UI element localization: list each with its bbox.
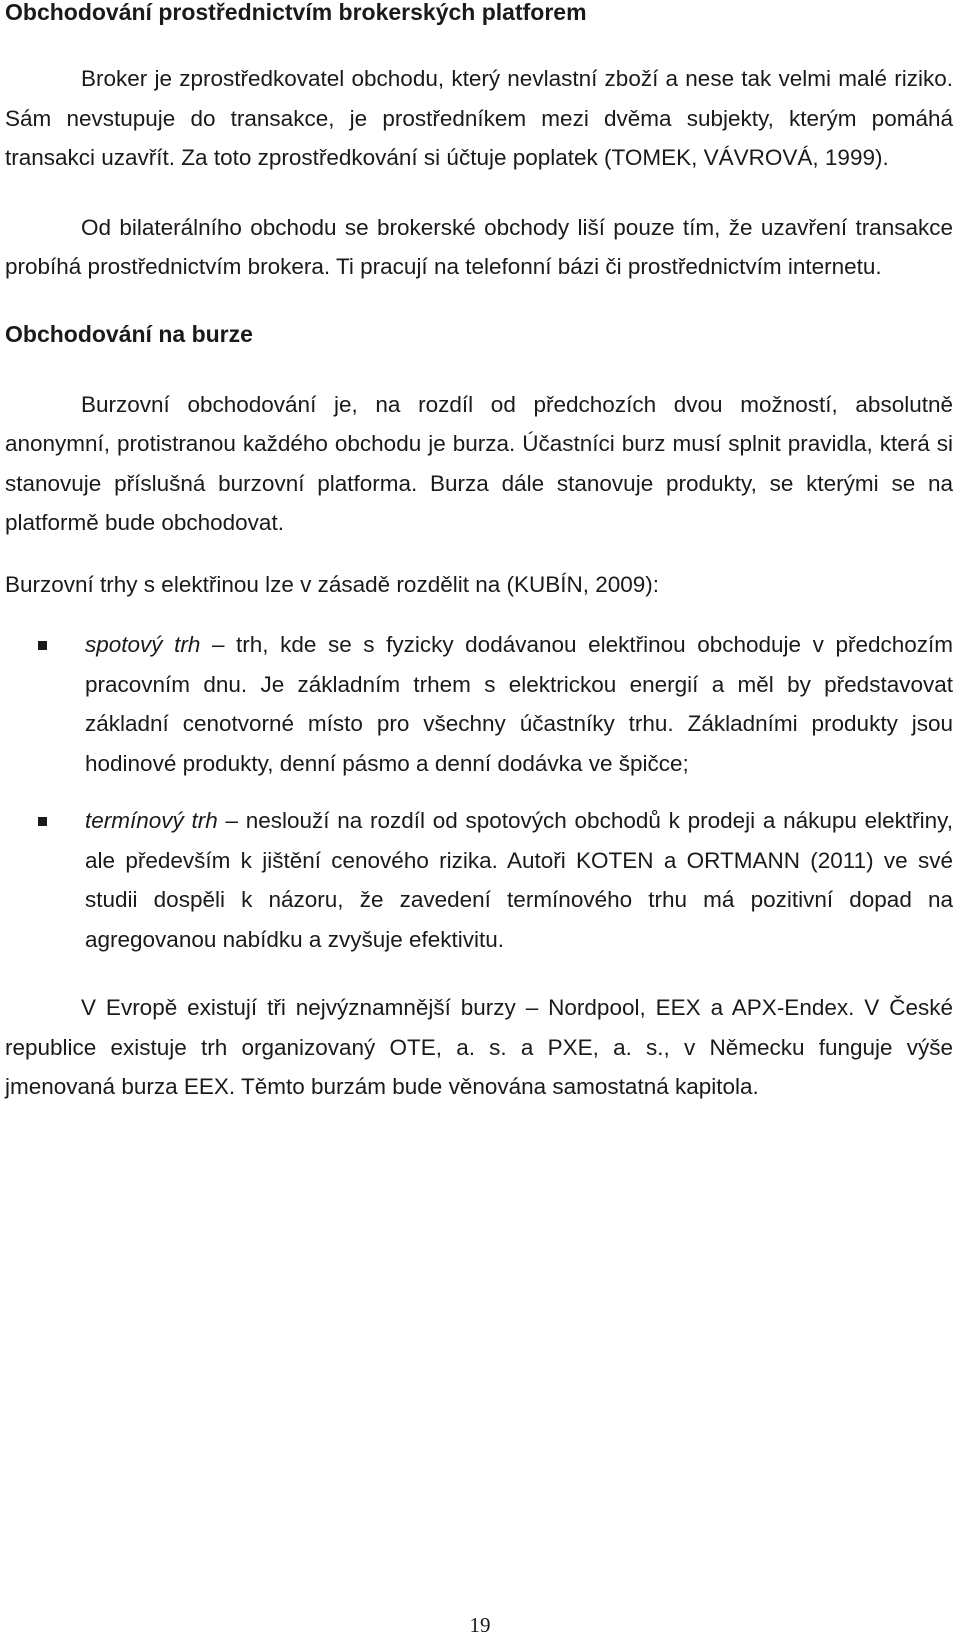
paragraph-bilateral-difference: Od bilaterálního obchodu se brokerské obchody liší pouze tím, že uzavření transakce probíhá prostřednictvím brokera. Ti pracují na telefonní bázi či prostřednictvím internetu.: [5, 214, 953, 279]
section-heading-exchange: Obchodování na burze: [5, 320, 253, 347]
paragraph-exchange-anonymity: Burzovní obchodování je, na rozdíl od předchozích dvou možností, absolutně anonymní, protistranou každého obchodu je burza. Účastníci burz musí splnit pravidla, která si stanovuje příslušná burzovní platforma. Burza dále stanovuje produkty, se kterými se na platformě bude obchodovat.: [5, 391, 953, 535]
term-spot-market: spotový trh: [85, 632, 201, 657]
section-heading-brokers: Obchodování prostřednictvím brokerských platforem: [5, 0, 587, 25]
spot-market-description: – trh, kde se s fyzicky dodávanou elektřinou obchoduje v předchozím pracovním dnu. Je základním trhem s elektrickou energií a měl by představovat základní cenotvorné místo pro všechny účastníky trhu. Základními produkty jsou hodinové produkty, denní pásmo a denní dodávka ve špičce;: [85, 632, 953, 776]
term-forward-market: termínový trh: [85, 808, 218, 833]
paragraph-european-exchanges: V Evropě existují tři nejvýznamnější burzy – Nordpool, EEX a APX-Endex. V České republice existuje trh organizovaný OTE, a. s. a PXE, a. s., v Německu funguje výše jmenovaná burza EEX. Těmto burzám bude věnována samostatná kapitola.: [5, 995, 953, 1099]
page-number: 19: [469, 1613, 491, 1637]
forward-market-description: – neslouží na rozdíl od spotových obchodů k prodeji a nákupu elektřiny, ale především k jištění cenového rizika. Autoři KOTEN a ORTMANN (2011) ve své studii dospěli k názoru, že zavedení termínového trhu má pozitivní dopad na agregovanou nabídku a zvyšuje efektivitu.: [85, 808, 953, 952]
paragraph-exchange-types-intro: Burzovní trhy s elektřinou lze v zásadě rozdělit na (KUBÍN, 2009):: [5, 571, 660, 597]
square-bullet-icon: [38, 817, 47, 826]
exchange-market-list: [5, 625, 953, 959]
square-bullet-icon: [38, 641, 47, 650]
list-item-spot-market: [5, 625, 953, 783]
document-page: [5, 0, 953, 1107]
paragraph-broker-definition: Broker je zprostředkovatel obchodu, který nevlastní zboží a nese tak velmi malé riziko. Sám nevstupuje do transakce, je prostředníkem mezi dvěma subjekty, kterým pomáhá transakci uzavřít. Za toto zprostředkování si účtuje poplatek (TOMEK, VÁVROVÁ, 1999).: [5, 66, 953, 170]
list-item-forward-market: [5, 801, 953, 959]
